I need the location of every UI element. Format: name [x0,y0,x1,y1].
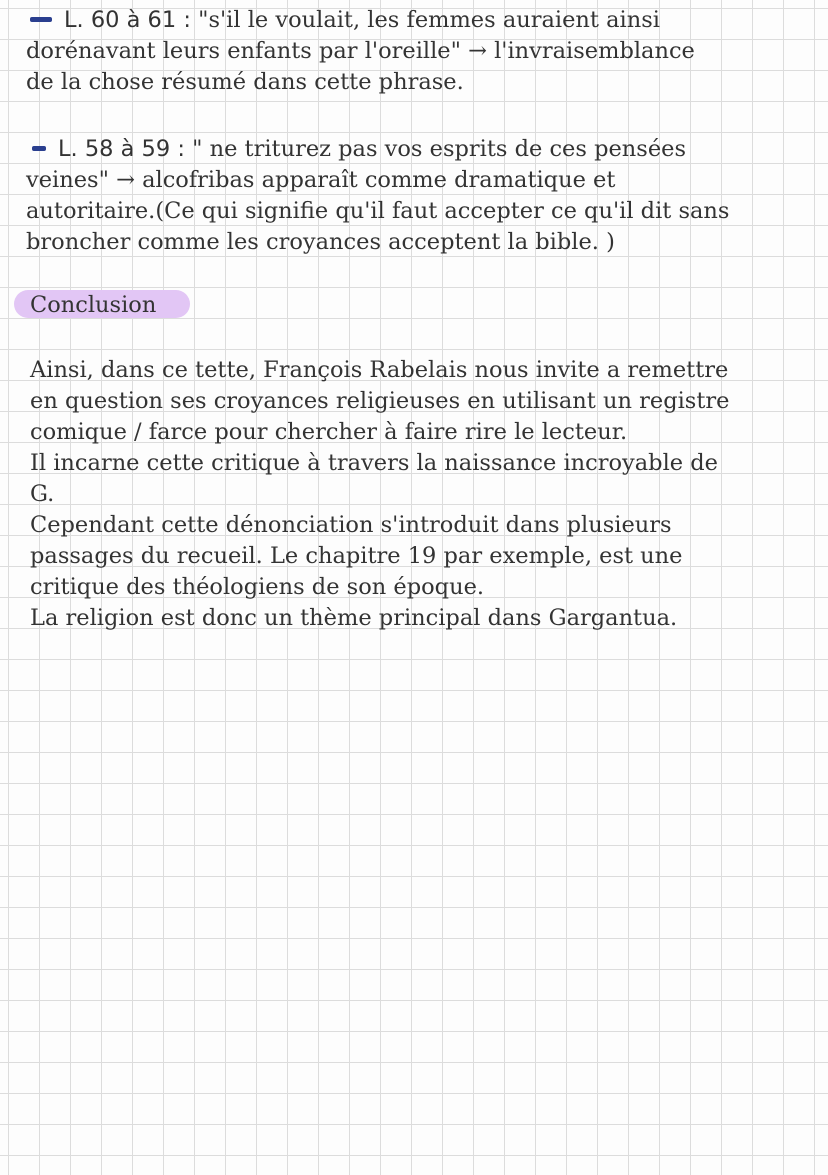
note-point-1 [26,5,816,98]
point-2-ref: L. 58 à 59 : [58,136,185,162]
conclusion-line-6: Cependant cette dénonciation s'introduit dans plusieurs [30,512,672,538]
conclusion-line-4: Il incarne cette critique à travers la naissance incroyable de [30,450,718,476]
bullet-dash-icon [30,17,52,22]
bullet-dash-icon [32,146,46,151]
conclusion-line-3: comique / farce pour chercher à faire rire le lecteur. [30,419,628,445]
conclusion-body [30,355,820,634]
point-1-text: "s'il le voulait, les femmes auraient ainsi [198,7,660,33]
point-2-line-3: autoritaire.(Ce qui signifie qu'il faut accepter ce qu'il dit sans [26,198,730,224]
conclusion-line-5: G. [30,481,55,507]
point-2-text: " ne triturez pas vos esprits de ces pensées [192,136,687,162]
point-1-line-2: dorénavant leurs enfants par l'oreille" → l'invraisemblance [26,38,695,64]
conclusion-line-9: La religion est donc un thème principal dans Gargantua. [30,605,678,631]
point-1-line-1 [26,5,816,36]
conclusion-heading: Conclusion [30,292,157,318]
conclusion-line-8: critique des théologiens de son époque. [30,574,485,600]
conclusion-line-2: en question ses croyances religieuses en utilisant un registre [30,388,730,414]
conclusion-line-1: Ainsi, dans ce tette, François Rabelais nous invite a remettre [30,357,729,383]
point-1-ref: L. 60 à 61 : [64,7,191,33]
point-2-line-4: broncher comme les croyances acceptent la bible. ) [26,229,615,255]
conclusion-line-7: passages du recueil. Le chapitre 19 par exemple, est une [30,543,683,569]
note-point-2 [26,134,816,258]
point-1-line-3: de la chose résumé dans cette phrase. [26,69,464,95]
point-2-line-1 [26,134,816,165]
point-2-line-2: veines" → alcofribas apparaît comme dramatique et [26,167,616,193]
